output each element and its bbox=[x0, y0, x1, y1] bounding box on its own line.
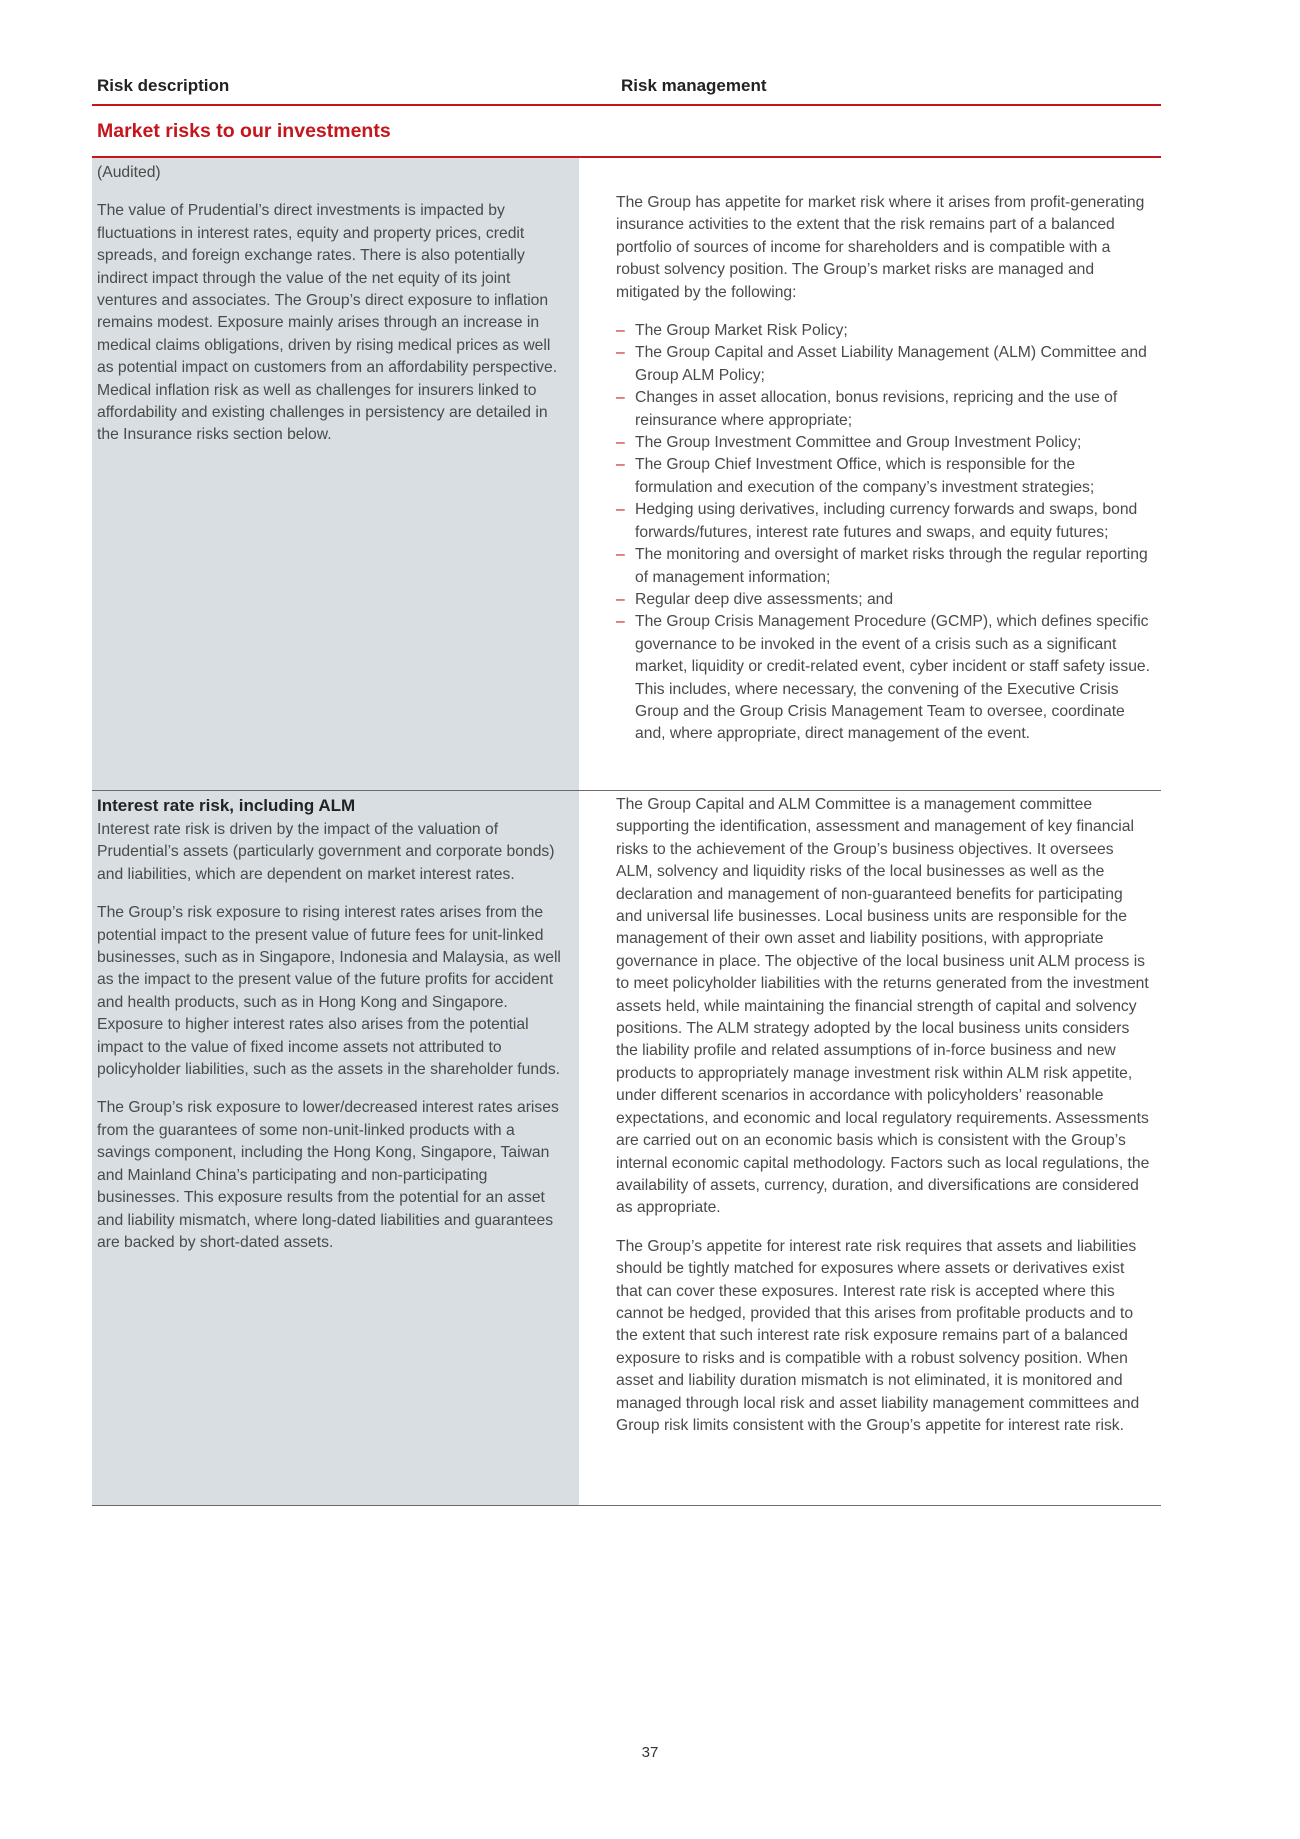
dash-bullet: – bbox=[616, 456, 625, 474]
interest-rate-description-2: The Group’s risk exposure to rising interest rates arises from the potential impact to the present value of future fees for unit-linked businesses, such as in Singapore, Indonesia and Malaysia, as well as the impact to the present value of the future profits for accident and health products, such as in Hong Kong and Singapore. Exposure to higher interest rates also arises from the potential impact to the value of fixed income assets not attributed to policyholder liabilities, such as the assets in the shareholder funds. bbox=[97, 904, 561, 1079]
interest-rate-description-3: The Group’s risk exposure to lower/decreased interest rates arises from the guarantees of some non-unit-linked products with a savings component, including the Hong Kong, Singapore, Taiwan and Mainland China’s participating and non-participating businesses. This exposure results from the potential for an asset and liability mismatch, where long-dated liabilities and guarantees are backed by short-dated assets. bbox=[97, 1099, 559, 1251]
list-item: – The monitoring and oversight of market risks through the regular reporting of management information; bbox=[616, 546, 1148, 586]
risk-management-header: Risk management bbox=[621, 76, 767, 95]
interest-rate-description-cell bbox=[92, 791, 579, 1505]
list-item: – The Group Market Risk Policy; bbox=[616, 320, 1153, 342]
interest-rate-management-cell bbox=[579, 791, 1161, 1505]
column-headers bbox=[92, 76, 1161, 104]
document-page bbox=[92, 76, 1161, 1506]
market-risk-description-cell bbox=[92, 158, 579, 790]
dash-bullet: – bbox=[616, 590, 625, 608]
list-item: – Changes in asset allocation, bonus revisions, repricing and the use of reinsurance where appropriate; bbox=[616, 389, 1118, 429]
list-item: – Regular deep dive assessments; and bbox=[616, 589, 1153, 611]
audited-label: (Audited) bbox=[97, 164, 161, 181]
market-risk-bullet-list bbox=[616, 320, 1153, 746]
dash-bullet: – bbox=[616, 501, 625, 519]
market-risk-management-intro: The Group has appetite for market risk where it arises from profit-generating insurance activities to the extent that the risk remains part of a balanced portfolio of sources of income for shareholders and is compatible with a robust solvency position. The Group’s market risks are managed and mitigated by the following: bbox=[616, 194, 1145, 301]
list-item: – The Group Capital and Asset Liability Management (ALM) Committee and Group ALM Policy; bbox=[616, 344, 1147, 384]
interest-rate-management-2: The Group’s appetite for interest rate risk requires that assets and liabilities should be tightly matched for exposures where assets or derivatives exist that can cover these exposures. Interest rate risk is accepted where this cannot be hedged, provided that this arises from profitable products and to the extent that such interest rate risk exposure remains part of a balanced exposure to risks and is compatible with a robust solvency position. When asset and liability duration mismatch is not eliminated, it is monitored and managed through local risk and asset liability management committees and Group risk limits consistent with the Group’s appetite for interest rate risk. bbox=[616, 1237, 1140, 1434]
risk-description-header: Risk description bbox=[97, 76, 230, 95]
section-title: Market risks to our investments bbox=[97, 119, 391, 142]
market-risk-description: The value of Prudential’s direct investments is impacted by fluctuations in interest rates, equity and property prices, credit spreads, and foreign exchange rates. There is also potentially indirect impact through the value of the net equity of its joint ventures and associates. The Group’s direct exposure to inflation remains modest. Exposure mainly arises through an increase in medical claims obligations, driven by rising medical prices as well as potential impact on customers from an affordability perspective. Medical inflation risk as well as challenges for insurers linked to affordability and existing challenges in persistency are detailed in the Insurance risks section below. bbox=[97, 202, 558, 444]
interest-rate-risk-title: Interest rate risk, including ALM bbox=[97, 796, 356, 815]
interest-rate-description-1: Interest rate risk is driven by the impact of the valuation of Prudential’s assets (particularly government and corporate bonds) and liabilities, which are dependent on market interest rates. bbox=[97, 821, 555, 883]
page-number: 37 bbox=[641, 1744, 659, 1761]
list-item: – The Group Chief Investment Office, which is responsible for the formulation and execution of the company’s investment strategies; bbox=[616, 456, 1095, 496]
dash-bullet: – bbox=[616, 434, 625, 452]
interest-rate-management-1: The Group Capital and ALM Committee is a management committee supporting the identification, assessment and management of key financial risks to the achievement of the Group’s business objectives. It oversees ALM, solvency and liquidity risks of the local businesses as well as the declaration and management of non-guaranteed benefits for participating and universal life businesses. Local business units are responsible for the management of their own asset and liability positions, with appropriate governance in place. The objective of the local business unit ALM process is to meet policyholder liabilities with the returns generated from the investment assets held, while maintaining the financial strength of capital and solvency positions. The ALM strategy adopted by the local business units considers the liability profile and related assumptions of in-force business and new products to appropriately manage investment risk within ALM risk appetite, under different scenarios in accordance with policyholders’ reasonable expectations, and economic and local regulatory requirements. Assessments are carried out on an economic basis which is consistent with the Group’s internal economic capital methodology. Factors such as local regulations, the availability of assets, currency, duration, and diversifications are considered as appropriate. bbox=[616, 796, 1150, 1217]
dash-bullet: – bbox=[616, 322, 625, 340]
dash-bullet: – bbox=[616, 344, 625, 362]
dash-bullet: – bbox=[616, 546, 625, 564]
list-item: – The Group Crisis Management Procedure (GCMP), which defines specific governance to be invoked in the event of a crisis such as a significant market, liquidity or credit-related event, cyber incident or staff safety issue. This includes, where necessary, the convening of the Executive Crisis Group and the Group Crisis Management Team to oversee, coordinate and, where appropriate, direct management of the event. bbox=[616, 613, 1151, 743]
list-item: – The Group Investment Committee and Group Investment Policy; bbox=[616, 432, 1153, 454]
dash-bullet: – bbox=[616, 613, 625, 631]
list-item: – Hedging using derivatives, including currency forwards and swaps, bond forwards/futures, interest rate futures and swaps, and equity futures; bbox=[616, 501, 1138, 541]
interest-rate-risk-row bbox=[92, 791, 1161, 1506]
dash-bullet: – bbox=[616, 389, 625, 407]
market-risk-row bbox=[92, 158, 1161, 791]
market-risk-management-cell bbox=[579, 158, 1161, 790]
